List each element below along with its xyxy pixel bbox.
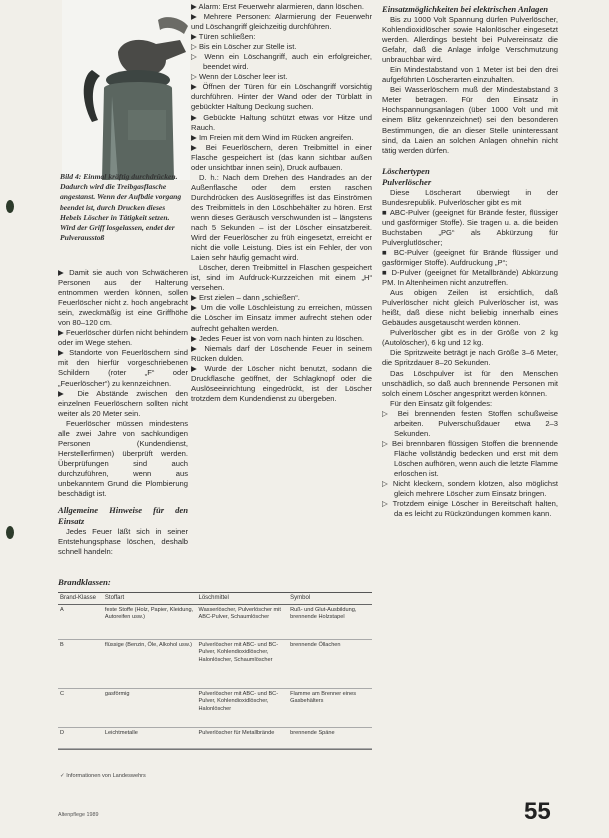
list-item: ▶ Öffnen der Türen für ein Löschangriff vorsichtig durchführen. Hinter der Wand oder der Türblatt in gebückter Haltung Deckung suchen. bbox=[191, 82, 372, 112]
table-cell: Wasserlöscher, Pulverlöscher mit ABC-Pulver, Schaumlöscher bbox=[198, 607, 281, 621]
table-cell: feste Stoffe (Holz, Papier, Kleidung, Autoreifen usw.) bbox=[104, 607, 194, 621]
table-cell: flüssige (Benzin, Öle, Alkohol usw.) bbox=[104, 642, 192, 649]
table-cell: C bbox=[60, 691, 65, 698]
paragraph: Diese Löscherart überwiegt in der Bundesrepublik. Pulverlöscher gibt es mit bbox=[382, 187, 558, 207]
table-row bbox=[58, 728, 372, 749]
paragraph: ▶ Standorte von Feuerlöschern sind mit den hierfür vorgeschriebenen Schildern (roter „F“ oder „Feuerlöscher“) zu kennzeichnen. bbox=[58, 348, 188, 388]
list-item: ▷ Wenn der Löscher leer ist. bbox=[191, 72, 288, 82]
table-row bbox=[58, 689, 372, 728]
list-item: ▷ Bei brennenden festen Stoffen schußweise arbeiten. Pulverschußdauer etwa 2–3 Sekunden. bbox=[382, 408, 558, 438]
table-cell: Pulverlöscher mit ABC- und BC-Pulver, Kohlendioxidlöscher, Halonlöscher bbox=[198, 691, 279, 712]
table-cell: Flamme am Brenner eines Gasbehälters bbox=[290, 691, 357, 705]
list-item: ▶ Im Freien mit dem Wind im Rücken angreifen. bbox=[191, 132, 354, 142]
section-heading: Löschertypen bbox=[382, 165, 430, 176]
page-number: 55 bbox=[524, 798, 551, 825]
table-header-cell: Symbol bbox=[290, 595, 311, 601]
list-item: ■ BC-Pulver (geeignet für Brände flüssiger und gasförmiger Stoffe). Aufdruckung „P“; bbox=[382, 247, 558, 267]
list-item: ▶ Mehrere Personen: Alarmierung der Feuerwehr und Löschangriff gleichzeitig durchführen. bbox=[191, 12, 372, 32]
table-header-cell: Löschmittel bbox=[198, 595, 229, 601]
paragraph: Pulverlöscher gibt es in der Größe von 2 kg (Autolöscher), 6 kg und 12 kg. bbox=[382, 328, 558, 348]
table-title: Brandklassen: bbox=[58, 577, 111, 587]
table-header-row bbox=[58, 593, 372, 605]
subsection-heading: Pulverlöscher bbox=[382, 176, 432, 187]
paragraph: Jedes Feuer läßt sich in seiner Entstehungsphase löschen, deshalb schnell handeln: bbox=[58, 527, 188, 557]
table-cell: B bbox=[60, 642, 64, 649]
fire-extinguisher-photo-icon bbox=[62, 0, 190, 180]
paragraph: D. h.: Nach dem Drehen des Handrades an der Außenflasche oder dem ersten raschen Durchdrücken des Auslösegriffes ist das Einströmen des Treibmittels in den Löschbehälter zu hören. Erst wenn dieses Geräusch verschwunden ist – längstens nach 5 Sekunden – ist der Löscher einsatzbereit. Wird der Feuerlöscher zu früh eingesetzt, erreicht er nicht die volle Leistung. Dies ist ein Fehler, der von Laien sehr häufig gemacht wird. bbox=[191, 172, 372, 263]
table-cell: D bbox=[60, 730, 65, 737]
table-header-cell: Brand-Klasse bbox=[60, 595, 97, 601]
table-row bbox=[58, 605, 372, 640]
photo-caption bbox=[60, 172, 186, 243]
table-cell: Pulverlöscher mit ABC- und BC-Pulver, Kohlendioxidlöscher, Halonlöscher, Schaumlöscher bbox=[198, 642, 279, 663]
list-item: ▶ Jedes Feuer ist von vorn nach hinten zu löschen. bbox=[191, 333, 364, 343]
paragraph: Bis zu 1000 Volt Spannung dürfen Pulverlöscher, Kohlendioxidlöscher sowie Halonlöscher eingesetzt werden. Allerdings besteht bei Pulvereinsatz die Gefahr, daß die Anlage infolge Verschmutzung unbrauchbar wird. bbox=[382, 15, 558, 65]
paragraph: Feuerlöscher müssen mindestens alle zwei Jahre von sachkundigen Personen (Kundendienst, Herstellerfirmen) überprüft werden. Überprüfungen sind auch durchzuführen, wenn aus unbekanntem Grund die Plombierung beschädigt ist. bbox=[58, 418, 188, 499]
paragraph: Das Löschpulver ist für den Menschen unschädlich, so daß auch brennende Personen mit solch einem Löscher angespritzt werden können. bbox=[382, 368, 558, 398]
table-cell: brennende Späne bbox=[290, 730, 335, 737]
table-cell: brennende Öllachen bbox=[290, 642, 341, 649]
list-item: ▶ Niemals darf der Löschende Feuer in seinem Rücken dulden. bbox=[191, 343, 372, 363]
column-left bbox=[58, 268, 188, 557]
list-item: ▶ Um die volle Löschleistung zu erreichen, müssen die Löscher im Einsatz immer aufrecht stehen oder aufrecht gehalten werden. bbox=[191, 303, 372, 333]
table-cell: A bbox=[60, 607, 64, 614]
list-item: ■ ABC-Pulver (geeignet für Brände fester, flüssiger und gasförmiger Stoffe). Sie tragen u. a. die beiden Buchstaben „PG“ als Abkürzung für Pulverglutlöscher; bbox=[382, 207, 558, 247]
paragraph: Die Spritzweite beträgt je nach Größe 3–6 Meter, die Spritzdauer 8–20 Sekunden. bbox=[382, 348, 558, 368]
list-item: ▷ Bis ein Löscher zur Stelle ist. bbox=[191, 42, 297, 52]
brandklassen-table bbox=[58, 592, 372, 750]
list-item: ▶ Erst zielen – dann „schießen“. bbox=[191, 293, 300, 303]
paragraph: Für den Einsatz gilt folgendes: bbox=[390, 398, 493, 408]
section-heading: Einsatzmöglichkeiten bei elektrischen Anlagen bbox=[382, 4, 549, 14]
paragraph: ▶ Feuerlöscher dürfen nicht behindern oder im Wege stehen. bbox=[58, 328, 188, 348]
column-middle bbox=[191, 2, 372, 404]
punch-hole-icon bbox=[6, 526, 14, 539]
caption-text: Bild 4: Einmal kräftig durchdrücken. Dadurch wird die Treibgasflasche angestanst. Wenn der Aufbdie vorgang beendet ist, durch Drucken dieses Hebels Löscher in Tätigkeit setzen. Wird der Griff losgelassen, endet der Pulverausstoß bbox=[60, 172, 182, 243]
table-cell: gasförmig bbox=[104, 691, 130, 698]
table-cell: Pulverlöscher für Metallbrände bbox=[198, 730, 275, 737]
table-cell: Ruß- und Glut-Ausbildung, brennende Holzstapel bbox=[290, 607, 357, 621]
paragraph: ▶ Die Abstände zwischen den einzelnen Feuerlöschern sollten nicht weiter als 20 Meter sein. bbox=[58, 388, 188, 418]
list-item: ▷ Trotzdem einige Löscher in Bereitschaft halten, da es leicht zu Rückzündungen kommen kann. bbox=[382, 499, 558, 519]
list-item: ▶ Türen schließen: bbox=[191, 32, 256, 42]
table-cell: Leichtmetalle bbox=[104, 730, 138, 737]
list-item: ▶ Wurde der Löscher nicht benutzt, sodann die Druckflasche geöffnet, der Schlagknopf oder die Auslöseeinrichtung eingedrückt, ist der Löscher trotzdem dem Kundendienst zu übergeben. bbox=[191, 363, 372, 403]
column-right bbox=[382, 4, 558, 519]
table-header-cell: Stoffart bbox=[104, 595, 125, 601]
list-item: ▶ Alarm: Erst Feuerwehr alarmieren, dann löschen. bbox=[191, 2, 364, 11]
list-item: ▶ Bei Feuerlöschern, deren Treibmittel in einer Flasche gespeichert ist (das kann sichtbar außen oder unsichtbar innen sein), Druck aufbauen. bbox=[191, 142, 372, 172]
table-note: ✓ Informationen von Landeswehrs bbox=[60, 773, 146, 779]
paragraph: ▶ Damit sie auch von Schwächeren Personen aus der Halterung entnommen werden können, sollen Feuerlöscher nicht z. hoch angebracht sein, zweckmäßig ist eine Griffhöhe von 80–120 cm. bbox=[58, 268, 188, 328]
list-item: ▷ Bei brennbaren flüssigen Stoffen die brennende Fläche vollständig bedecken und erst mit dem Löschen aufhören, wenn auch die letzte Flamme erloschen ist. bbox=[382, 438, 558, 478]
footer-source: Altenpflege 1989 bbox=[58, 812, 99, 818]
table-row bbox=[58, 640, 372, 689]
paragraph: Bei Wasserlöschern muß der Mindestabstand 3 Meter betragen. Für den Einsatz in Hochspannungsanlagen (über 1000 Volt und mit einem Blitz gekennzeichnet) sei den besonderen Bestimmungen, die an dieser Stelle uninteressant sind, da Laien an solchen Anlagen ohnehin nicht tätig werden dürfen. bbox=[382, 85, 558, 155]
punch-hole-icon bbox=[6, 200, 14, 213]
extinguisher-photo bbox=[62, 0, 190, 180]
section-heading: Allgemeine Hinweise für den Einsatz bbox=[58, 505, 188, 527]
list-item: ▶ Gebückte Haltung schützt etwas vor Hitze und Rauch. bbox=[191, 112, 372, 132]
list-item: ▷ Nicht kleckern, sondern klotzen, also möglichst gleich mehrere Löscher zum Einsatz bringen. bbox=[382, 479, 558, 499]
list-item: ▷ Wenn ein Löschangriff, auch ein erfolgreicher, beendet wird. bbox=[191, 52, 372, 72]
paragraph: Aus obigen Zeilen ist ersichtlich, daß Pulverlöscher nicht gleich Pulverlöscher ist, was heißt, daß diese nicht beliebig innerhalb eines Gebäudes ausgetauscht werden können. bbox=[382, 288, 558, 328]
paragraph: Ein Mindestabstand von 1 Meter ist bei den drei aufgeführten Löscherarten einzuhalten. bbox=[382, 65, 558, 85]
list-item: ■ D-Pulver (geeignet für Metallbrände) Abkürzung PM. In Altenheimen nicht anzutreffen. bbox=[382, 268, 558, 288]
paragraph: Löscher, deren Treibmittel in Flaschen gespeichert ist, sind im Aufdruck-Kurzzeichen mit einem „H“ versehen. bbox=[191, 263, 372, 293]
